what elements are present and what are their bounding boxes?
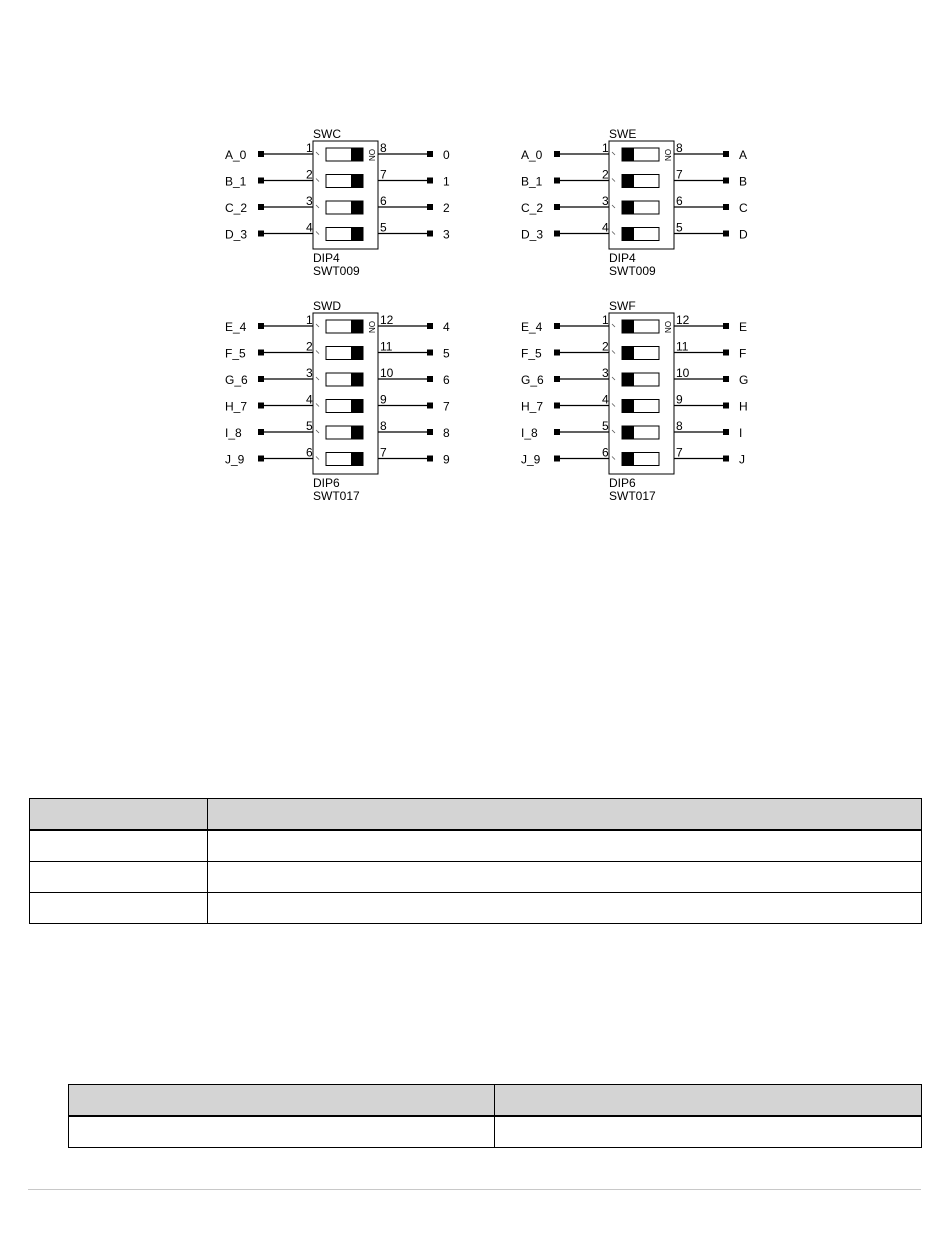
contact-mark	[612, 179, 615, 182]
net-terminal	[427, 204, 433, 210]
table-2-header-cell	[69, 1085, 495, 1117]
net-label-left: E_4	[521, 320, 543, 334]
net-label-left: I_8	[521, 426, 538, 440]
on-label: ON	[663, 321, 672, 333]
net-label-left: J_9	[521, 452, 541, 467]
table-1-header-cell	[208, 799, 922, 831]
contact-mark	[316, 430, 319, 433]
switch-knob	[622, 453, 634, 466]
net-terminal	[723, 350, 729, 356]
net-label-right: 9	[443, 452, 450, 467]
net-terminal	[723, 178, 729, 184]
contact-mark	[612, 232, 615, 235]
contact-mark	[612, 152, 615, 155]
table-row	[30, 830, 922, 862]
on-label: ON	[367, 321, 376, 333]
net-label-right: E	[739, 320, 748, 334]
contact-mark	[316, 377, 319, 380]
pin-number-right: 11	[380, 339, 393, 354]
switch-part-number: SWT009	[313, 264, 360, 278]
switch-refdes: SWC	[313, 127, 341, 141]
net-label-right: 5	[443, 346, 450, 361]
switch-knob	[351, 228, 363, 241]
net-label-right: 6	[443, 373, 450, 387]
switch-knob	[351, 320, 363, 333]
pin-number-left: 2	[602, 167, 609, 182]
net-terminal	[723, 456, 729, 462]
pin-number-right: 10	[676, 366, 690, 380]
pin-number-left: 1	[306, 313, 313, 327]
pin-number-right: 8	[676, 419, 683, 433]
net-label-left: A_0	[225, 148, 247, 162]
table-cell	[208, 830, 922, 862]
contact-mark	[612, 457, 615, 460]
pin-number-left: 3	[602, 194, 609, 208]
switch-knob	[622, 426, 634, 439]
pin-number-right: 5	[380, 220, 387, 235]
net-terminal	[723, 204, 729, 210]
table-cell	[495, 1116, 922, 1148]
switch-knob	[351, 373, 363, 386]
pin-number-right: 9	[676, 392, 683, 407]
switch-knob	[351, 201, 363, 214]
pin-number-left: 5	[602, 419, 609, 433]
pin-number-right: 5	[676, 220, 683, 235]
net-label-right: 3	[443, 227, 450, 242]
net-label-right: B	[739, 174, 748, 189]
contact-mark	[316, 232, 319, 235]
on-label: ON	[663, 149, 672, 161]
net-label-left: B_1	[521, 174, 543, 189]
footer-divider	[28, 1189, 921, 1190]
net-terminal	[427, 456, 433, 462]
pin-number-right: 8	[380, 419, 387, 433]
table-2-header-row	[69, 1085, 922, 1117]
table-cell	[30, 862, 208, 893]
table-row	[69, 1116, 922, 1148]
table-1-header-row	[30, 799, 922, 831]
net-label-left: E_4	[225, 320, 247, 334]
net-terminal	[427, 323, 433, 329]
net-terminal	[427, 178, 433, 184]
pin-number-left: 4	[306, 392, 313, 407]
net-terminal	[427, 231, 433, 237]
pin-number-right: 7	[676, 167, 683, 182]
net-label-left: C_2	[521, 201, 544, 215]
table-1-header-cell	[30, 799, 208, 831]
net-terminal	[427, 429, 433, 435]
contact-mark	[612, 351, 615, 354]
switch-refdes: SWF	[609, 299, 636, 313]
pin-number-right: 7	[380, 445, 387, 460]
pin-number-left: 1	[602, 313, 609, 327]
net-label-left: G_6	[521, 373, 544, 387]
contact-mark	[316, 152, 319, 155]
net-label-left: F_5	[225, 346, 246, 361]
switch-knob	[622, 228, 634, 241]
switch-knob	[622, 175, 634, 188]
net-terminal	[723, 429, 729, 435]
switch-footprint: DIP4	[313, 251, 340, 265]
table-cell	[30, 893, 208, 924]
net-terminal	[723, 403, 729, 409]
table-cell	[208, 893, 922, 924]
on-label: ON	[367, 149, 376, 161]
contact-mark	[612, 430, 615, 433]
net-label-right: C	[739, 201, 748, 215]
net-label-right: I	[739, 426, 743, 440]
table-cell	[69, 1116, 495, 1148]
switch-knob	[351, 426, 363, 439]
pin-number-right: 7	[380, 167, 387, 182]
net-label-left: C_2	[225, 201, 248, 215]
net-label-right: G	[739, 373, 749, 387]
switch-knob	[622, 400, 634, 413]
table-2	[68, 1084, 922, 1148]
pin-number-left: 3	[306, 366, 313, 380]
net-label-right: 4	[443, 320, 450, 334]
switch-refdes: SWE	[609, 127, 637, 141]
switch-footprint: DIP4	[609, 251, 636, 265]
net-terminal	[427, 403, 433, 409]
contact-mark	[316, 404, 319, 407]
pin-number-right: 12	[380, 313, 394, 327]
switch-part-number: SWT017	[609, 489, 656, 503]
net-label-right: 0	[443, 148, 450, 162]
net-label-left: F_5	[521, 346, 542, 361]
table-2-header-cell	[495, 1085, 922, 1117]
pin-number-right: 9	[380, 392, 387, 407]
table-cell	[30, 830, 208, 862]
net-label-left: D_3	[225, 227, 248, 242]
net-terminal	[723, 151, 729, 157]
contact-mark	[316, 351, 319, 354]
contact-mark	[316, 457, 319, 460]
pin-number-right: 10	[380, 366, 394, 380]
contact-mark	[316, 324, 319, 327]
switch-body	[313, 313, 378, 474]
dip-switch-schematic	[0, 0, 950, 530]
net-terminal	[427, 151, 433, 157]
net-label-left: H_7	[225, 399, 248, 414]
contact-mark	[612, 377, 615, 380]
switch-knob	[351, 175, 363, 188]
switch-part-number: SWT017	[313, 489, 360, 503]
net-terminal	[427, 350, 433, 356]
net-label-right: 8	[443, 426, 450, 440]
switch-part-number: SWT009	[609, 264, 656, 278]
switch-knob	[622, 320, 634, 333]
pin-number-right: 11	[676, 339, 689, 354]
net-label-right: A	[739, 148, 748, 162]
net-label-right: 2	[443, 201, 450, 215]
pin-number-right: 8	[676, 141, 683, 155]
switch-knob	[622, 201, 634, 214]
switch-knob	[622, 373, 634, 386]
net-label-right: 7	[443, 399, 450, 414]
switch-knob	[351, 148, 363, 161]
pin-number-right: 7	[676, 445, 683, 460]
pin-number-left: 4	[602, 220, 609, 235]
net-label-right: 1	[443, 174, 450, 189]
net-terminal	[723, 323, 729, 329]
pin-number-left: 6	[306, 445, 313, 460]
switch-knob	[622, 148, 634, 161]
contact-mark	[612, 324, 615, 327]
switch-knob	[622, 347, 634, 360]
net-label-right: H	[739, 399, 748, 414]
switch-body	[609, 313, 674, 474]
net-label-left: D_3	[521, 227, 544, 242]
pin-number-left: 3	[602, 366, 609, 380]
pin-number-left: 2	[306, 167, 313, 182]
pin-number-left: 4	[602, 392, 609, 407]
contact-mark	[316, 205, 319, 208]
pin-number-right: 8	[380, 141, 387, 155]
net-label-right: D	[739, 227, 748, 242]
net-label-left: A_0	[521, 148, 543, 162]
net-label-right: J	[739, 452, 745, 467]
switch-knob	[351, 347, 363, 360]
net-terminal	[723, 231, 729, 237]
table-row	[30, 893, 922, 924]
table-row	[30, 862, 922, 893]
net-terminal	[723, 376, 729, 382]
pin-number-right: 6	[676, 194, 683, 208]
net-terminal	[427, 376, 433, 382]
pin-number-left: 5	[306, 419, 313, 433]
switch-knob	[351, 453, 363, 466]
pin-number-left: 1	[602, 141, 609, 155]
net-label-right: F	[739, 346, 747, 361]
contact-mark	[612, 205, 615, 208]
switch-refdes: SWD	[313, 299, 341, 313]
contact-mark	[316, 179, 319, 182]
contact-mark	[612, 404, 615, 407]
pin-number-left: 1	[306, 141, 313, 155]
pin-number-left: 2	[602, 339, 609, 354]
pin-number-left: 3	[306, 194, 313, 208]
pin-number-left: 6	[602, 445, 609, 460]
switch-footprint: DIP6	[313, 476, 340, 490]
net-label-left: J_9	[225, 452, 245, 467]
net-label-left: G_6	[225, 373, 248, 387]
pin-number-right: 12	[676, 313, 690, 327]
table-cell	[208, 862, 922, 893]
table-1	[29, 798, 922, 924]
switch-footprint: DIP6	[609, 476, 636, 490]
pin-number-left: 2	[306, 339, 313, 354]
switch-knob	[351, 400, 363, 413]
net-label-left: B_1	[225, 174, 247, 189]
pin-number-right: 6	[380, 194, 387, 208]
net-label-left: I_8	[225, 426, 242, 440]
pin-number-left: 4	[306, 220, 313, 235]
net-label-left: H_7	[521, 399, 544, 414]
